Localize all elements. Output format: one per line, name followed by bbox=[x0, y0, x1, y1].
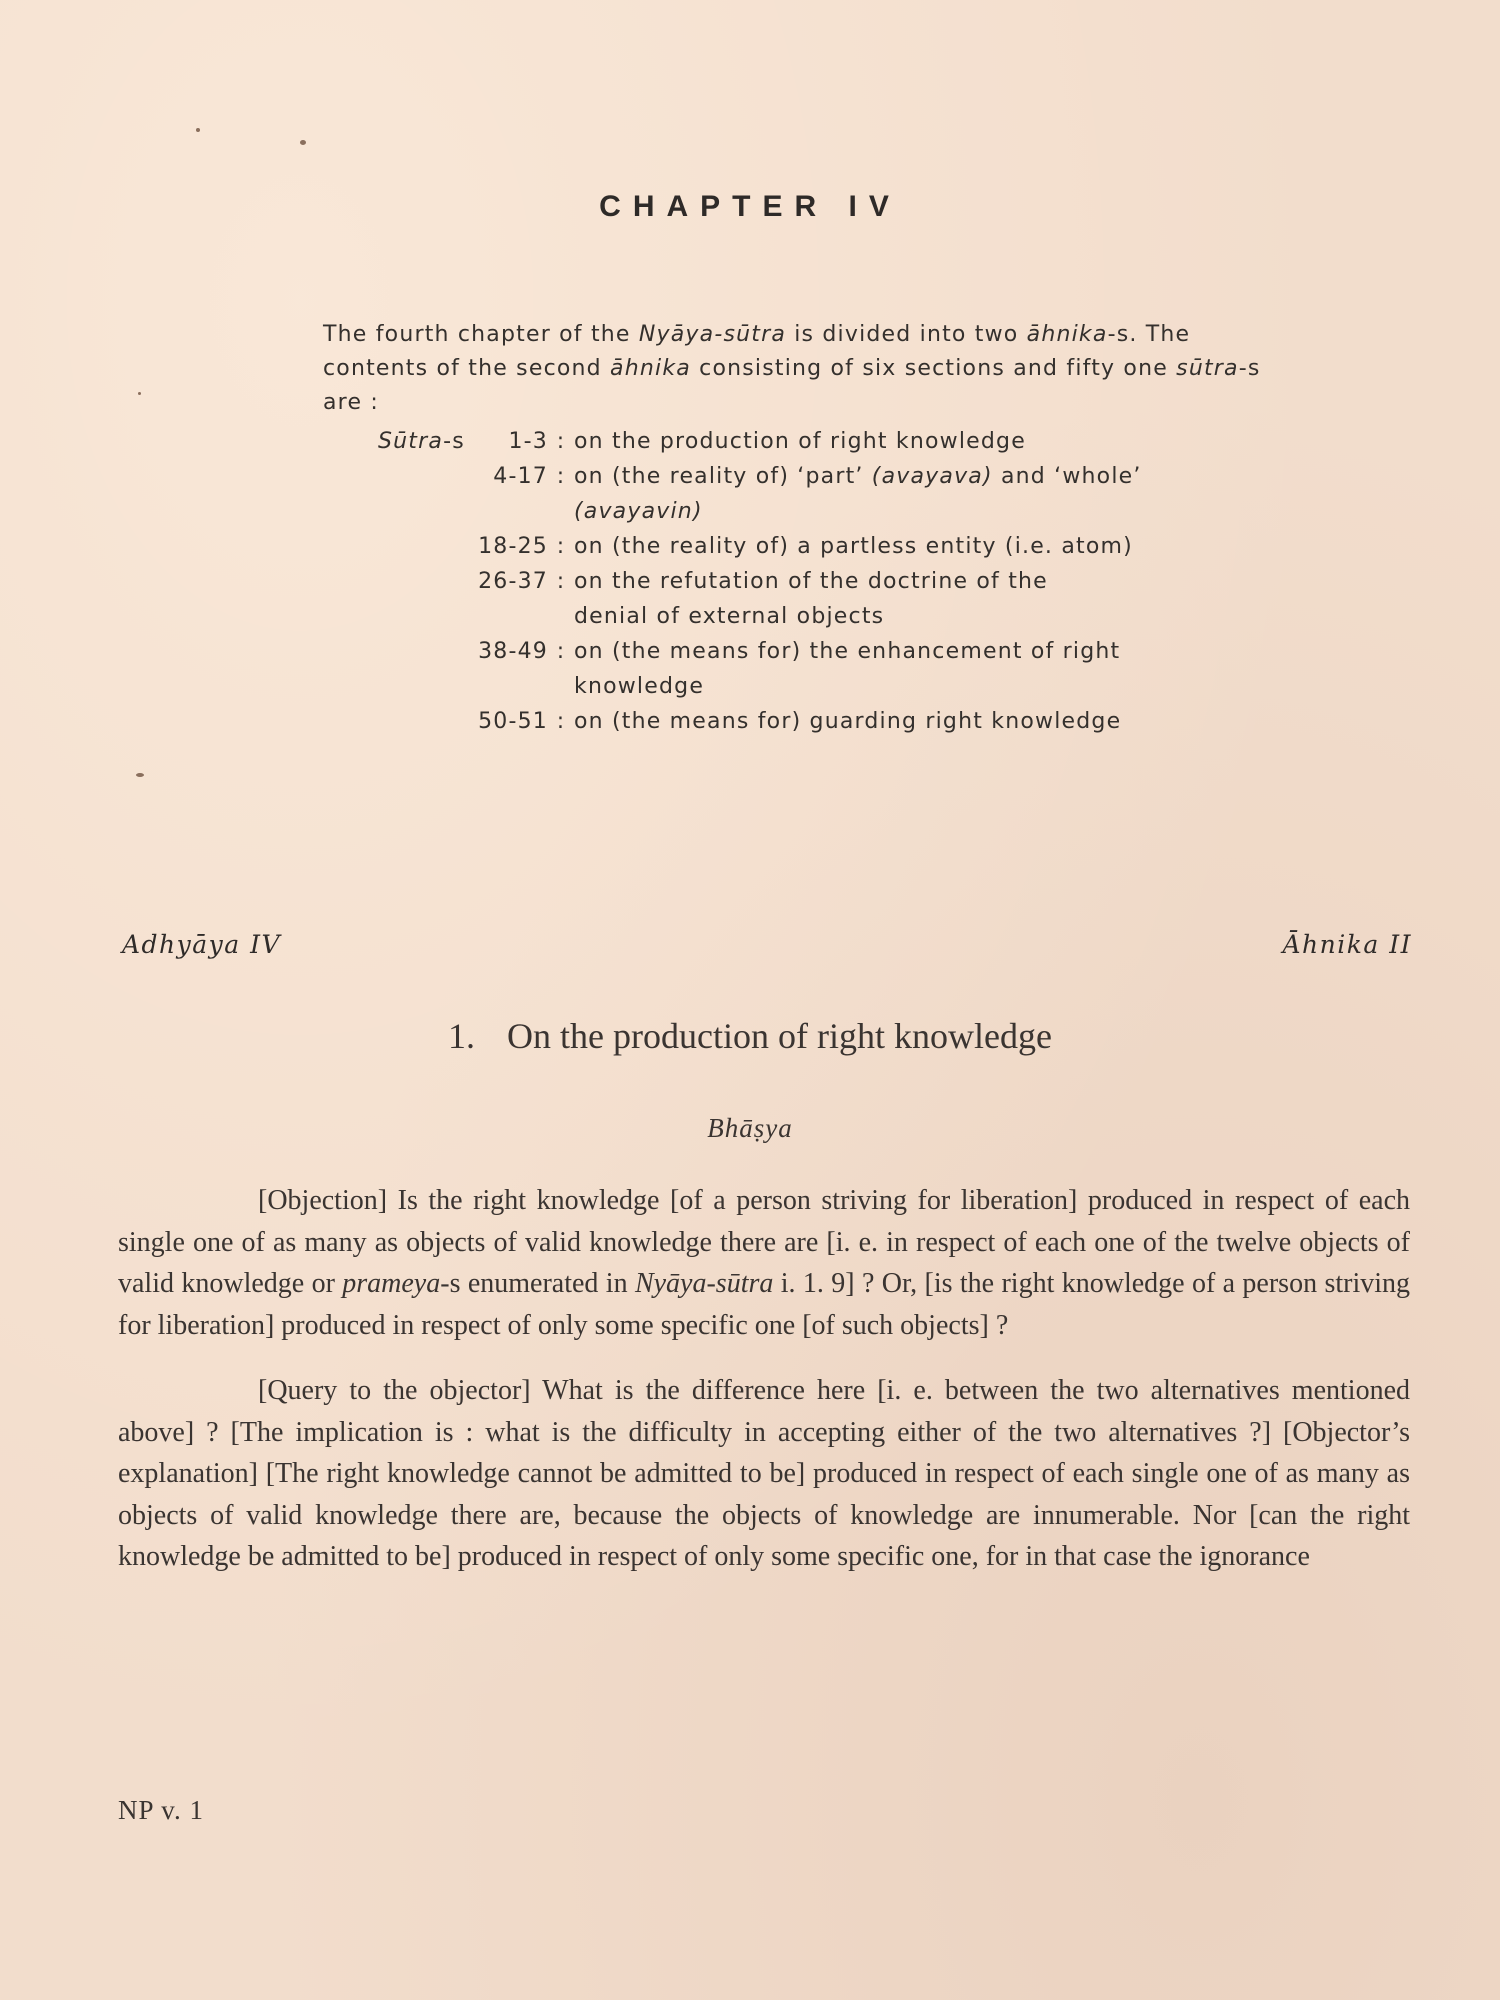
sutra-range: 4-17 bbox=[493, 464, 548, 489]
contents-row: Sūtra-s 1-3 : on the production of right knowledge bbox=[378, 424, 1278, 459]
section-description: on (the means for) guarding right knowledge bbox=[574, 709, 1122, 734]
paragraph-query: [Query to the objector] What is the difference here [i. e. between the two alternatives mentioned above] ? [The implication is : what is the difficulty in accepting either of the two alternatives ?] [Objector’s explanation] [The right knowledge cannot be admitted to be] produced in respect of each single one of as many as objects of valid knowledge there are, because the objects of knowledge are innumerable. Nor [can the right knowledge be admitted to be] produced in respect of only some specific one, for in that case the ignorance bbox=[118, 1375, 1410, 1572]
chapter-title: CHAPTER IV bbox=[599, 190, 901, 223]
paper-speck bbox=[196, 128, 200, 132]
paragraph-objection: [Objection] Is the right knowledge [of a person striving for liberation] produced in respect of each single one of as many as objects of valid knowledge there are [i. e. in respect of each one of the twelve objects of valid knowledge or prameya-s enumerated in Nyāya-sūtra i. 1. 9] ? Or, [is the right knowledge of a person striving for liberation] produced in respect of only some specific one [of such objects] ? bbox=[118, 1185, 1411, 1341]
bhasya-label: Bhāṣya bbox=[707, 1113, 793, 1143]
sections-contents-list bbox=[378, 424, 1278, 739]
chapter-intro: The fourth chapter of the Nyāya-sūtra is divided into two āhnika-s. The contents of the second āhnika consisting of six sections and fifty one sūtra-s are : bbox=[323, 322, 1261, 415]
contents-row: 38-49 : on (the means for) the enhancement of right knowledge bbox=[378, 634, 1278, 704]
sutra-range: 18-25 bbox=[478, 534, 548, 559]
paper-speck bbox=[138, 392, 141, 395]
section-description: on (the reality of) a partless entity (i.e. atom) bbox=[574, 534, 1133, 559]
contents-row: 26-37 : on the refutation of the doctrine of the denial of external objects bbox=[378, 564, 1278, 634]
commentary-body bbox=[118, 1180, 1410, 1602]
sutra-range: 26-37 bbox=[478, 569, 548, 594]
contents-row: 4-17 : on (the reality of) ‘part’ (avayava) and ‘whole’ (avayavin) bbox=[378, 459, 1278, 529]
section-description: on the refutation of the doctrine of the denial of external objects bbox=[574, 569, 1048, 629]
contents-row: 50-51 : on (the means for) guarding right knowledge bbox=[378, 704, 1278, 739]
section-title: On the production of right knowledge bbox=[507, 1016, 1052, 1056]
section-heading bbox=[0, 1015, 1500, 1057]
paper-speck bbox=[300, 140, 306, 145]
sutra-range: 38-49 bbox=[478, 639, 548, 664]
signature-footer: NP v. 1 bbox=[118, 1795, 205, 1825]
section-number: 1. bbox=[448, 1016, 476, 1056]
running-header-ahnika: Āhnika II bbox=[1282, 930, 1412, 959]
section-description: on the production of right knowledge bbox=[574, 429, 1026, 454]
running-header-adhyaya: Adhyāya IV bbox=[122, 930, 282, 959]
contents-row: 18-25 : on (the reality of) a partless entity (i.e. atom) bbox=[378, 529, 1278, 564]
paper-speck bbox=[136, 773, 144, 777]
sutra-range: 1-3 bbox=[508, 429, 548, 454]
section-description: on (the means for) the enhancement of right knowledge bbox=[574, 639, 1121, 699]
section-description: on (the reality of) ‘part’ (avayava) and ‘whole’ (avayavin) bbox=[574, 464, 1142, 524]
sutra-range: 50-51 bbox=[478, 709, 548, 734]
